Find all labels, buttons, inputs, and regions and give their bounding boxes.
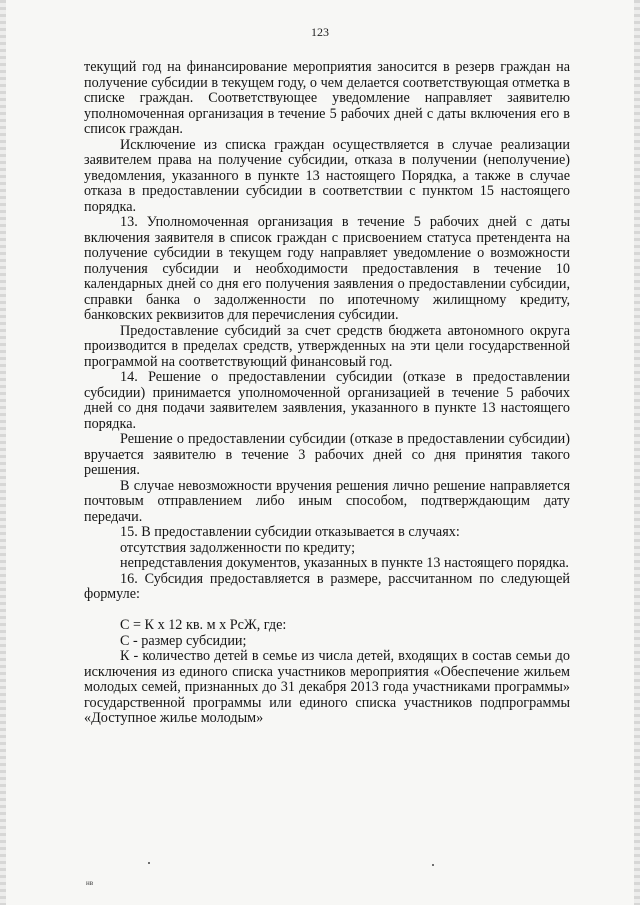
paragraph-continuation: текущий год на финансирование мероприятия заносится в резерв граждан на получение субсидии в текущем году, о чем делается соответствующая отметка в списке граждан. Соответствующее уведомление направляет заявителю уполномоченная организация в течение 5 рабочих дней с даты включения его в список граждан. [84,59,570,137]
scan-speck [148,862,150,864]
paragraph-postal-delivery: В случае невозможности вручения решения лично решение направляется почтовым отправлением либо иным способом, подтверждающим дату передачи. [84,477,570,525]
paragraph-item-13: 13. Уполномоченная организация в течение 5 рабочих дней с даты включения заявителя в список граждан с присвоением статуса претендента на получение субсидии в текущем году направляет уведомление о возможности получения субсидии и необходимости предоставления в течение 10 календарных дней со дня его получения заявления о предоставлении субсидии, справки банка о задолженности по ипотечному жилищному кредиту, банковских реквизитов для перечисления субсидии. [84,214,570,323]
scan-edge-right [634,0,640,905]
scan-edge-left [0,0,6,905]
paragraph-item-14: 14. Решение о предоставлении субсидии (отказе в предоставлении субсидии) принимается уполномоченной организацией в течение 5 рабочих дней со дня подачи заявителем заявления, указанного в пункте 13 настоящего порядка. [84,369,570,432]
document-body [84,60,570,727]
footer-code: нв [86,879,94,887]
page-number: 123 [311,25,329,39]
paragraph-exclusion: Исключение из списка граждан осуществляется в случае реализации заявителем права на получение субсидии, отказа в получении (неполучение) уведомления, указанного в пункте 13 настоящего Порядка, а также в случае отказа в предоставлении субсидии в соответствии с пунктом 15 настоящего порядка. [84,136,570,215]
paragraph-item-16: 16. Субсидия предоставляется в размере, рассчитанном по следующей формуле: [84,570,570,602]
paragraph-item-15: 15. В предоставлении субсидии отказывается в случаях: [120,524,460,540]
formula: С = К х 12 кв. м х РсЖ, где: [120,617,287,633]
scan-speck [432,864,434,866]
formula-definition-c: С - размер субсидии; [120,632,247,649]
paragraph-decision-delivery: Решение о предоставлении субсидии (отказе в предоставлении субсидии) вручается заявителю в течение 3 рабочих дней со дня принятия такого решения. [84,431,570,478]
paragraph-refusal-reason-2: непредставления документов, указанных в пункте 13 настоящего порядка. [120,555,569,571]
formula-definition-k: К - количество детей в семье из числа детей, входящих в состав семьи до исключения из единого списка участников мероприятия «Обеспечение жильем молодых семей, признанных до 31 декабря 2013 года участниками программы» государственной программы или единого списка участников подпрограммы «Доступное жилье молодым» [84,648,570,726]
paragraph-refusal-reason-1: отсутствия задолженности по кредиту; [120,539,356,556]
paragraph-funding: Предоставление субсидий за счет средств бюджета автономного округа производится в пределах средств, утвержденных на эти цели государственной программой на соответствующий финансовый год. [84,322,570,370]
